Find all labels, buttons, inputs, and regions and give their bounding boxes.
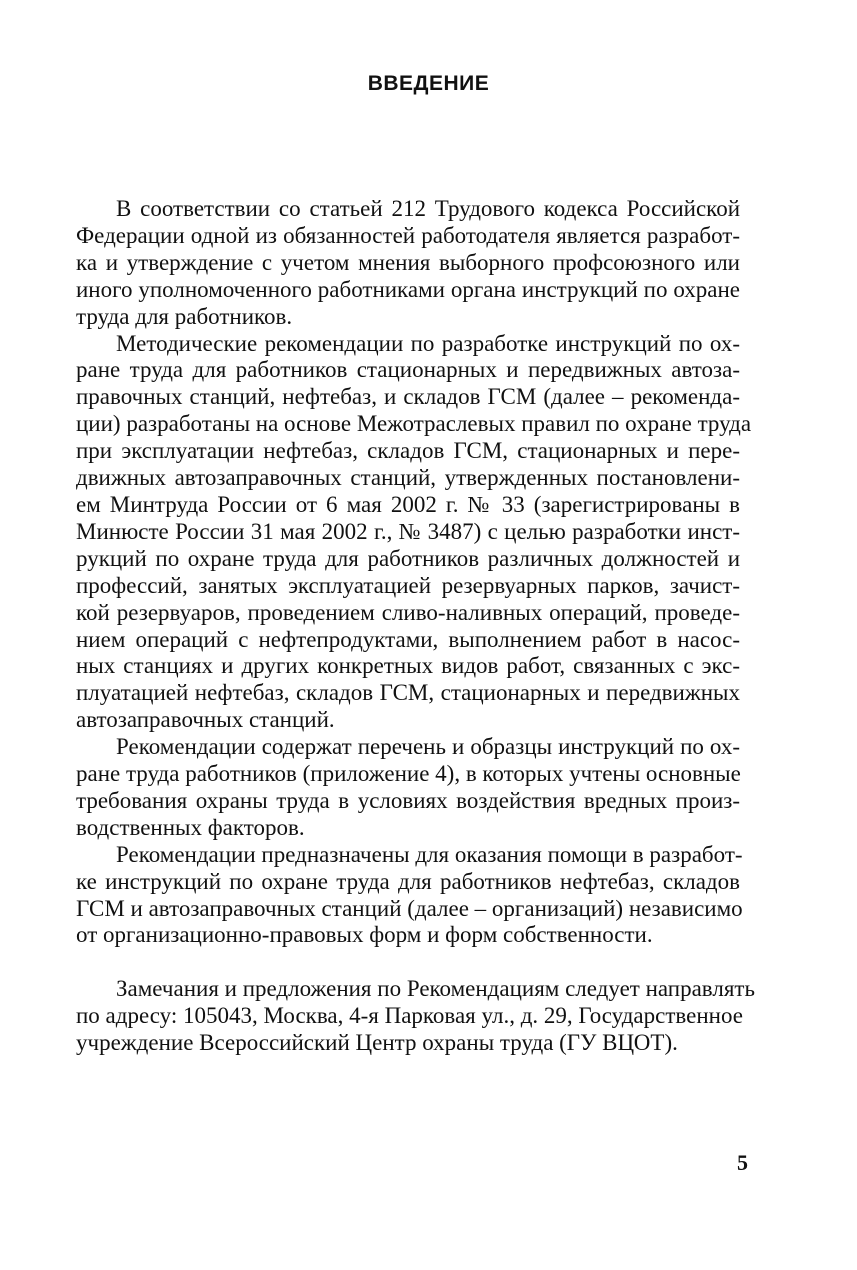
text-line: учреждение Всероссийский Центр охраны труда (ГУ ВЦОТ).: [76, 1030, 678, 1056]
text-line: рукций по охране труда для работников различных должностей и: [76, 545, 740, 571]
text-line: профессий, занятых эксплуатацией резервуарных парков, зачист-: [76, 572, 740, 598]
body-text: [76, 196, 755, 1057]
text-line: В соответствии со статьей 212 Трудового кодекса Российской: [116, 196, 740, 221]
text-line: по адресу: 105043, Москва, 4-я Парковая ул., д. 29, Государственное: [76, 1003, 743, 1029]
text-line: нием операций с нефтепродуктами, выполнением работ в насос-: [76, 626, 740, 652]
text-line: ГСМ и автозаправочных станций (далее – организаций) независимо: [76, 895, 743, 921]
paragraph-contact-address: [76, 976, 755, 1057]
text-line: автозаправочных станций.: [76, 707, 335, 733]
paragraph-contents: [76, 734, 740, 842]
paragraph-purpose: [76, 841, 743, 950]
text-line: ции) разработаны на основе Межотраслевых правил по охране труда: [76, 411, 752, 437]
text-line: при эксплуатации нефтебаз, складов ГСМ, стационарных и пере-: [76, 438, 740, 464]
paragraph-methodical-recommendations: [76, 330, 752, 735]
text-line: от организационно-правовых форм и форм собственности.: [76, 922, 653, 948]
text-line: Рекомендации содержат перечень и образцы инструкций по ох-: [116, 734, 740, 760]
text-line: ных станциях и других конкретных видов работ, связанных с экс-: [76, 653, 740, 679]
text-line: ка и утверждение с учетом мнения выборного профсоюзного или: [76, 249, 740, 275]
paragraph-gap: [76, 949, 740, 976]
text-line: ране труда работников (приложение 4), в которых учтены основные: [76, 761, 741, 787]
text-line: Минюсте России 31 мая 2002 г., № 3487) с целью разработки инст-: [76, 518, 740, 544]
text-line: правочных станций, нефтебаз, и складов ГСМ (далее – рекоменда-: [76, 384, 740, 410]
text-line: ем Минтруда России от 6 мая 2002 г. № 33 (зарегистрированы в: [76, 491, 740, 517]
text-line: Методические рекомендации по разработке инструкций по ох-: [116, 330, 740, 356]
page-number: 5: [737, 1150, 748, 1175]
text-line: движных автозаправочных станций, утвержденных постановлени-: [76, 465, 740, 491]
text-line: Рекомендации предназначены для оказания помощи в разработ-: [116, 841, 743, 867]
text-line: ке инструкций по охране труда для работников нефтебаз, складов: [76, 868, 740, 894]
text-line: водственных факторов.: [76, 814, 305, 840]
text-line: Замечания и предложения по Рекомендациям следует направлять: [116, 976, 755, 1002]
text-line: Федерации одной из обязанностей работодателя является разработ-: [76, 222, 740, 248]
text-line: иного уполномоченного работниками органа инструкций по охране: [76, 276, 740, 302]
text-line: труда для работников.: [76, 303, 293, 329]
text-line: плуатацией нефтебаз, складов ГСМ, стационарных и передвижных: [76, 680, 740, 706]
text-line: ране труда для работников стационарных и передвижных автоза-: [76, 357, 740, 383]
paragraph-article-212: [76, 196, 740, 331]
text-line: кой резервуаров, проведением сливо-наливных операций, проведе-: [76, 599, 740, 625]
page-title: ВВЕДЕНИЕ: [367, 72, 490, 95]
text-line: требования охраны труда в условиях воздействия вредных произ-: [76, 787, 740, 813]
